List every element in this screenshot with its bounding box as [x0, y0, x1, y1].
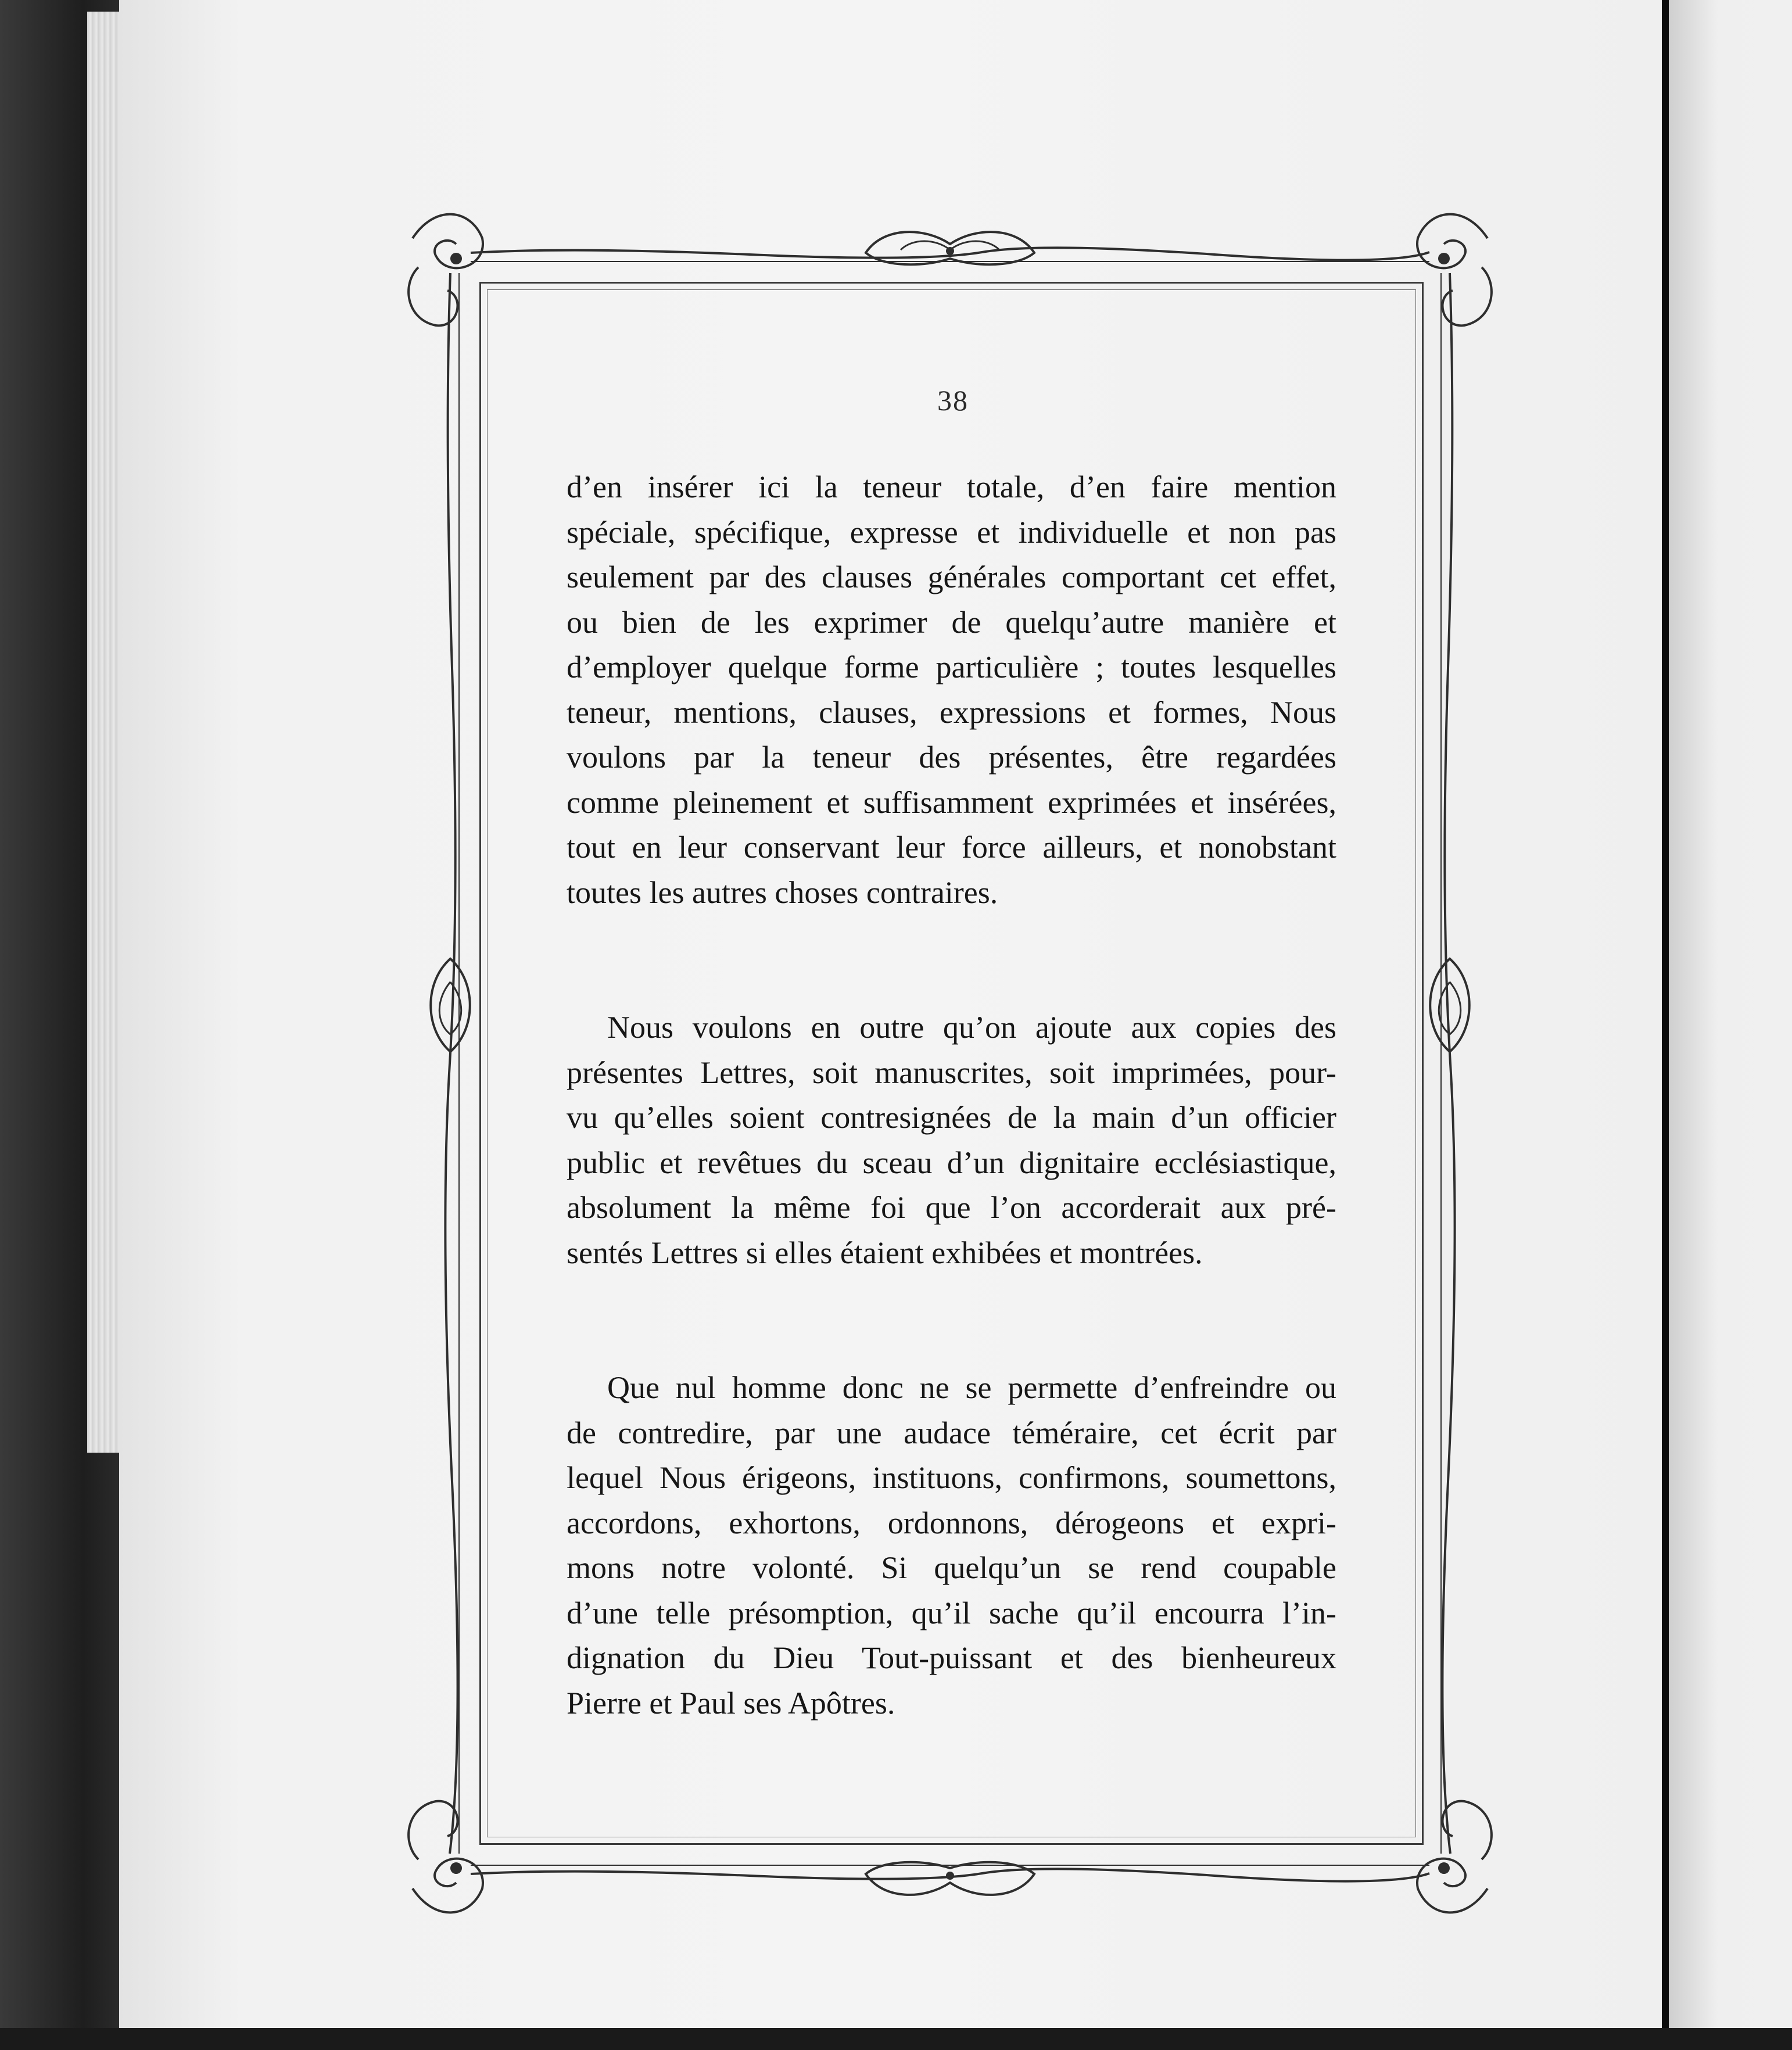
paragraph-gap — [567, 915, 1336, 1005]
text-line: d’employer quelque forme particulière ; toutes lesquelles — [567, 650, 1336, 684]
text-line: accordons, exhortons, ordonnons, dérogeons et expri- — [567, 1505, 1336, 1540]
text-line: mons notre volonté. Si quelqu’un se rend coupable — [567, 1550, 1336, 1585]
text-line: vu qu’elles soient contresignées de la main d’un officier — [567, 1100, 1336, 1135]
scan-background-bottom — [0, 2028, 1792, 2050]
text-line: toutes les autres choses contraires. — [567, 875, 998, 910]
text-line: absolument la même foi que l’on accorderait aux pré- — [567, 1190, 1336, 1225]
text-line: Que nul homme donc ne se permette d’enfreindre ou — [607, 1370, 1336, 1405]
text-line: public et revêtues du sceau d’un dignitaire ecclésiastique, — [567, 1145, 1336, 1180]
text-line: dignation du Dieu Tout-puissant et des bienheureux — [567, 1640, 1336, 1675]
text-line: ou bien de les exprimer de quelqu’autre manière et — [567, 604, 1336, 640]
body-text — [567, 465, 1336, 1726]
facing-page-edge — [1669, 0, 1792, 2050]
text-line: spéciale, spécifique, expresse et individuelle et non pas — [567, 514, 1336, 550]
text-line: Nous voulons en outre qu’on ajoute aux copies des — [607, 1010, 1336, 1045]
text-line: d’en insérer ici la teneur totale, d’en faire mention — [567, 470, 1336, 504]
text-line: sentés Lettres si elles étaient exhibées et montrées. — [567, 1235, 1203, 1270]
paragraph-p1 — [567, 465, 1336, 915]
text-line: seulement par des clauses générales comportant cet effet, — [567, 560, 1336, 594]
paragraph-gap — [567, 1275, 1336, 1366]
text-line: d’une telle présomption, qu’il sache qu’il encourra l’in- — [567, 1595, 1336, 1630]
text-line: Pierre et Paul ses Apôtres. — [567, 1685, 895, 1721]
text-line: tout en leur conservant leur force ailleurs, et nonobstant — [567, 830, 1336, 865]
text-line: présentes Lettres, soit manuscrites, soit imprimées, pour- — [567, 1055, 1336, 1090]
paragraph-p3 — [567, 1366, 1336, 1726]
text-line: teneur, mentions, clauses, expressions et formes, Nous — [567, 694, 1336, 730]
book-gutter — [1662, 0, 1669, 2050]
text-line: lequel Nous érigeons, instituons, confirmons, soumettons, — [567, 1460, 1336, 1495]
text-line: voulons par la teneur des présentes, être regardées — [567, 740, 1336, 775]
text-line: comme pleinement et suffisamment exprimées et insérées, — [567, 784, 1336, 820]
paragraph-p2 — [567, 1005, 1336, 1275]
text-line: de contredire, par une audace téméraire, cet écrit par — [567, 1415, 1336, 1450]
page-number: 38 — [937, 384, 969, 417]
